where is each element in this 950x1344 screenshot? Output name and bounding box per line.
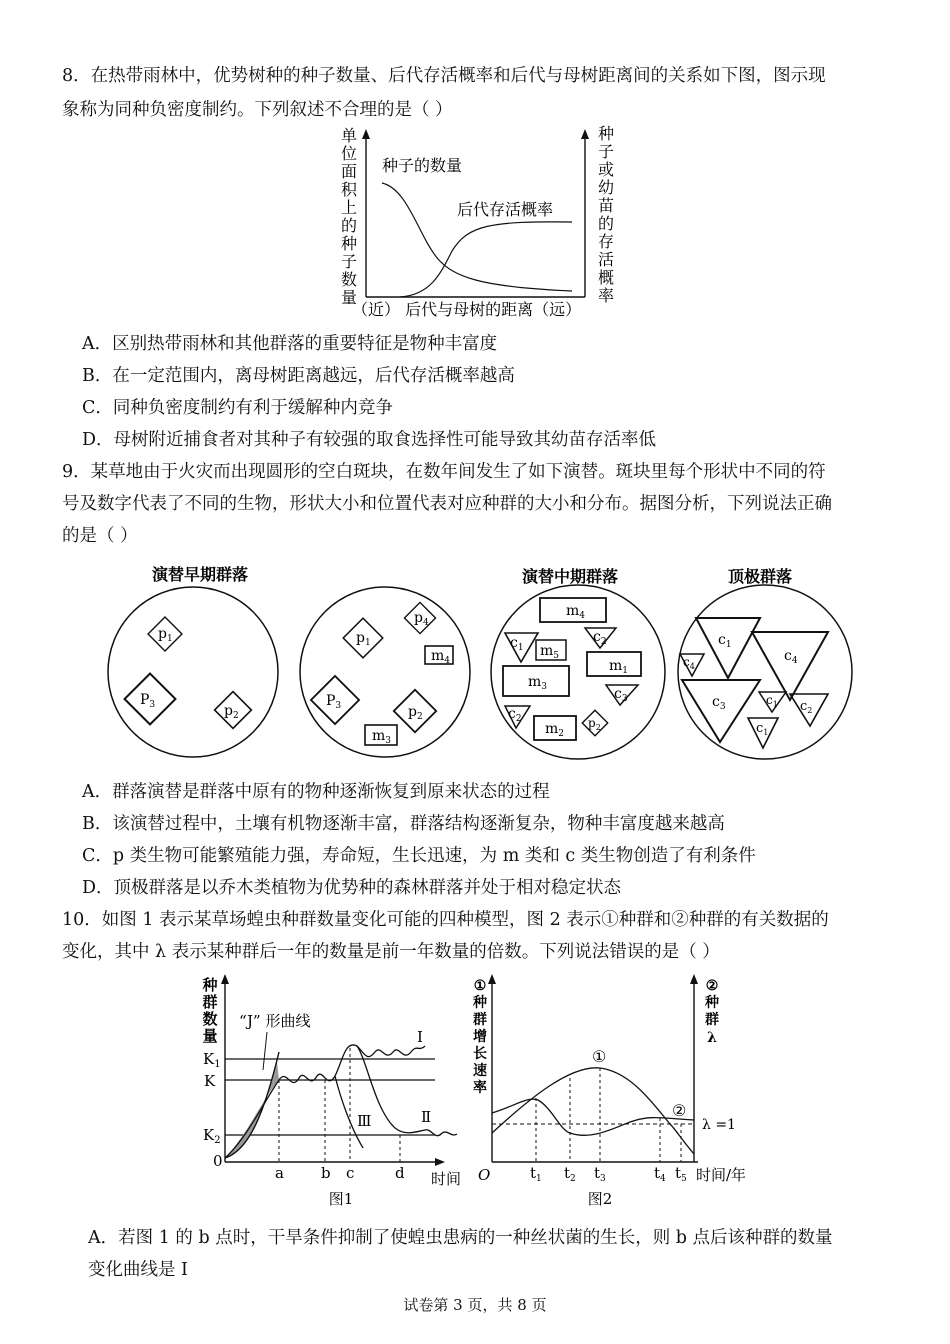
q8-ylabel-right [598, 125, 614, 305]
q10-stem-line2: 变化，其中 λ 表示某种群后一年的数量是前一年数量的倍数。下列说法错误的是（ ） [62, 942, 720, 962]
fig1-curve-I [335, 1045, 425, 1076]
q8-option-d[interactable]: D．母树附近捕食者对其种子有较强的取食选择性可能导致其幼苗存活率低 [82, 430, 657, 450]
fig2-caption: 图2 [587, 1190, 613, 1208]
fig1-tick-c: c [346, 1164, 355, 1182]
page-footer: 试卷第 3 页，共 8 页 [403, 1296, 547, 1314]
fig1-curve-I-label: I [417, 1028, 423, 1046]
q8-ylabel-left-char: 数 [340, 270, 358, 289]
fig2-tick-t3: $t_3$ [594, 1164, 606, 1184]
fig1-j-curve-label: “J” 形曲线 [239, 1012, 311, 1030]
q9-title-mid: 演替中期群落 [521, 567, 619, 586]
fig1-j-curve-pointer [263, 1032, 267, 1070]
c1-label: $c_1$ [756, 721, 769, 737]
q8-ylabel-right-char: 幼 [597, 178, 615, 197]
p1-label: $p_1$ [356, 630, 371, 648]
fig2-ylabel-left-char: ① [473, 978, 487, 994]
q8-ylabel-right-char: 率 [597, 286, 615, 305]
q8-option-c[interactable]: C．同种负密度制约有利于缓解种内竞争 [82, 398, 393, 418]
fig1-caption: 图1 [328, 1190, 354, 1208]
c1-label: $c_1$ [766, 693, 778, 709]
q8-xlabel: （近） 后代与母树的距离（远） [352, 300, 582, 319]
q8-option-a[interactable]: A．区别热带雨林和其他群落的重要特征是物种丰富度 [82, 334, 498, 354]
fig2-ylabel-left-char: 长 [473, 1046, 487, 1062]
fig1-j-curve [225, 1052, 279, 1158]
q10-figure-2 [470, 970, 770, 1210]
c3-label: $c_3$ [712, 694, 726, 712]
q8-ylabel-right-char: 种 [597, 125, 615, 143]
fig1-ylabel-char: 量 [202, 1027, 218, 1045]
fig2-ylabel-left-char: 种 [473, 995, 487, 1011]
q8-ylabel-left-char: 子 [340, 252, 358, 271]
m1-label: $m_1$ [609, 658, 629, 676]
fig2-xlabel: 时间/年 [696, 1166, 747, 1184]
fig1-ylabel-char: 种 [202, 976, 218, 994]
m3-label: $m_3$ [528, 674, 548, 692]
fig1-curve-III-label: Ⅲ [357, 1112, 372, 1130]
c4-triangle [752, 632, 828, 700]
patch-circle-1 [108, 587, 278, 757]
c4-label: $c_4$ [784, 648, 798, 666]
c2-label: $c_2$ [800, 699, 813, 715]
fig1-ylabel-char: 群 [202, 993, 218, 1011]
arrow-icon [581, 129, 589, 139]
c1-label: $c_1$ [510, 635, 524, 653]
fig2-lambda-label: λ =1 [702, 1117, 736, 1133]
arrow-icon [488, 974, 496, 984]
q8-ylabel-right-char: 的 [597, 214, 615, 233]
q8-survival-curve [400, 222, 572, 297]
c4-label: $c_4$ [683, 655, 695, 671]
m2-label: $m_2$ [545, 721, 565, 739]
p4-label: $p_4$ [414, 610, 429, 628]
p2-label: $p_2$ [224, 703, 239, 721]
q8-ylabel-left-char: 单 [340, 126, 358, 145]
fig2-ylabel-right-char: λ [707, 1030, 717, 1046]
fig2-ylabel-right-char: 群 [705, 1012, 719, 1028]
fig2-origin: O [478, 1166, 491, 1184]
fig2-ylabel-right-char: ② [705, 978, 719, 994]
q8-ylabel-right-char: 苗 [597, 196, 615, 215]
fig1-origin-label: 0 [213, 1152, 223, 1170]
q9-title-early: 演替早期群落 [151, 565, 249, 584]
p2-diamond [215, 692, 252, 729]
q8-figure [330, 125, 620, 325]
q9-option-b[interactable]: B．该演替过程中，土壤有机物逐渐丰富，群落结构逐渐复杂，物种丰富度越来越高 [82, 814, 725, 834]
c3-label: $c_3$ [614, 686, 628, 704]
fig2-mark-2: ② [672, 1101, 687, 1120]
q10-stem-line1: 10．如图 1 表示某草场蝗虫种群数量变化可能的四种模型，图 2 表示①种群和②种群的有关数据的 [62, 910, 829, 930]
fig1-ylabel [201, 976, 217, 1045]
q8-stem-line1: 8．在热带雨林中，优势树种的种子数量、后代存活概率和后代与母树距离间的关系如下图，图示现 [62, 66, 826, 86]
q8-curve-survival-label: 后代存活概率 [457, 200, 554, 219]
fig1-ylabel-char: 数 [202, 1010, 218, 1028]
fig2-mark-1: ① [592, 1047, 607, 1066]
arrow-icon [435, 1158, 445, 1166]
q8-ylabel-left-char: 上 [340, 198, 358, 217]
m4-label: $m_4$ [431, 648, 451, 666]
q9-stem-line1: 9．某草地由于火灾而出现圆形的空白斑块，在数年间发生了如下演替。斑块里每个形状中不同的符 [62, 462, 826, 482]
m4-label: $m_4$ [566, 603, 586, 621]
q8-ylabel-left-char: 位 [340, 144, 358, 163]
q8-ylabel-right-char: 或 [597, 160, 615, 179]
fig2-ylabel-left-char: 率 [473, 1080, 487, 1096]
fig1-tick-b: b [321, 1164, 331, 1182]
m5-label: $m_5$ [540, 643, 560, 661]
p1-label: $p_1$ [158, 626, 173, 644]
fig2-ylabel-right [704, 978, 719, 1046]
fig2-ylabel-right-char: 种 [705, 995, 719, 1011]
q9-stem-line2: 号及数字代表了不同的生物，形状大小和位置代表对应种群的大小和分布。据图分析，下列说法正确 [62, 494, 832, 514]
q9-succession-figure [100, 560, 880, 760]
q8-stem-line2: 象称为同种负密度制约。下列叙述不合理的是（ ） [62, 100, 453, 120]
fig2-tick-t1: $t_1$ [530, 1164, 542, 1184]
arrow-icon [690, 974, 698, 984]
q8-ylabel-right-char: 存 [597, 232, 615, 251]
q9-option-a[interactable]: A．群落演替是群落中原有的物种逐渐恢复到原来状态的过程 [82, 782, 550, 802]
fig1-curve-II-label: Ⅱ [421, 1108, 432, 1126]
arrow-icon [221, 974, 229, 984]
q8-ylabel-left [341, 126, 358, 307]
q8-curve-seeds-label: 种子的数量 [382, 156, 463, 175]
fig2-ylabel-left-char: 群 [473, 1012, 487, 1028]
fig1-k2-label: $K_2$ [203, 1126, 221, 1146]
p3-label: $P_3$ [140, 692, 156, 710]
p2-label: $p_2$ [408, 704, 423, 722]
fig1-k1-label: $K_1$ [203, 1050, 221, 1070]
fig2-ylabel-left-char: 速 [473, 1063, 487, 1079]
q9-option-c[interactable]: C．p 类生物可能繁殖能力强，寿命短，生长迅速，为 m 类和 c 类生物创造了有利条件 [82, 846, 756, 866]
fig2-ylabel-left-char: 增 [473, 1029, 487, 1045]
p3-diamond [125, 674, 176, 725]
q9-stem-line3: 的是（ ） [62, 526, 138, 546]
arrow-icon [362, 129, 370, 139]
q8-ylabel-left-char: 积 [340, 180, 358, 199]
c1-label: $c_1$ [718, 632, 732, 650]
p2-label: $p_2$ [588, 716, 601, 732]
q8-ylabel-left-char: 量 [340, 288, 358, 307]
fig1-k-label: K [204, 1072, 216, 1090]
fig1-tick-d: d [395, 1164, 405, 1182]
fig2-tick-t2: $t_2$ [564, 1164, 576, 1184]
fig2-ylabel-left [472, 978, 487, 1096]
q10-figure-1 [195, 970, 465, 1210]
fig2-tick-t4: $t_4$ [654, 1164, 666, 1184]
fig1-tick-a: a [275, 1164, 284, 1182]
c2-label: $c_2$ [508, 706, 522, 724]
q10-option-a-line1[interactable]: A．若图 1 的 b 点时，干旱条件抑制了使蝗虫患病的一种丝状菌的生长，则 b 点后该种群的数量 [88, 1228, 833, 1248]
q8-ylabel-right-char: 子 [597, 142, 615, 161]
m3-label: $m_3$ [372, 728, 392, 746]
q8-ylabel-right-char: 概 [597, 268, 615, 287]
q8-option-b[interactable]: B．在一定范围内，离母树距离越远，后代存活概率越高 [82, 366, 515, 386]
fig2-curve-1 [492, 1068, 694, 1154]
p3-label: $P_3$ [326, 693, 342, 711]
q9-option-d[interactable]: D．顶极群落是以乔木类植物为优势种的森林群落并处于相对稳定状态 [82, 878, 622, 898]
q8-ylabel-left-char: 的 [340, 216, 358, 235]
fig2-tick-t5: $t_5$ [675, 1164, 687, 1184]
q9-title-climax: 顶极群落 [727, 567, 793, 586]
q8-ylabel-right-char: 活 [597, 250, 615, 269]
q8-ylabel-left-char: 种 [340, 234, 358, 253]
q10-option-a-line2[interactable]: 变化曲线是 I [88, 1260, 188, 1280]
c2-label: $c_2$ [593, 629, 607, 647]
q8-ylabel-left-char: 面 [340, 162, 358, 181]
fig1-shaded-area [225, 1062, 279, 1158]
fig1-xlabel: 时间 [431, 1170, 462, 1188]
